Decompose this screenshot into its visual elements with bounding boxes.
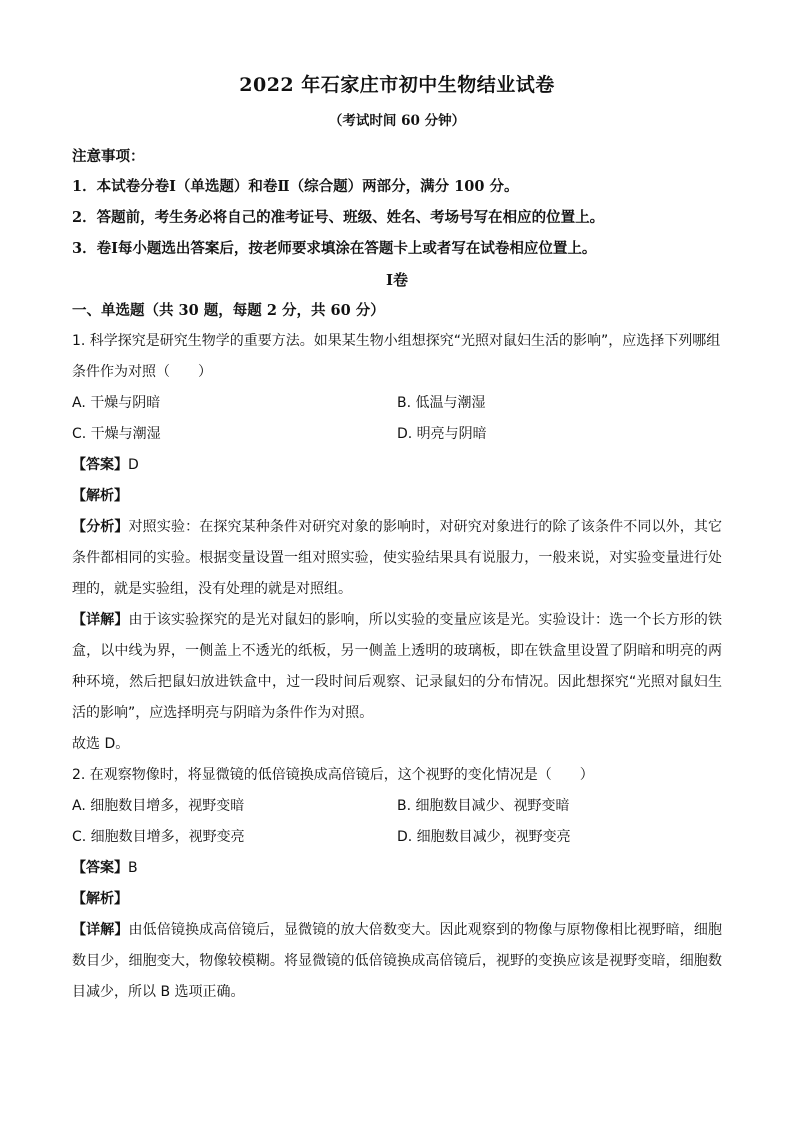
detail-text: 由低倍镜换成高倍镜后，显微镜的放大倍数变大。因此观察到的物像与原物像相比视野暗，细胞数目少，细胞变大，物像较模糊。将显微镜的低倍镜换成高倍镜后，视野的变换应该是视野变暗，细胞数目减少，所以 B 选项正确。: [72, 922, 723, 1000]
fenxi-tag: 【分析】: [72, 519, 129, 535]
notice-item-2: 2．答题前，考生务必将自己的准考证号、班级、姓名、考场号写在相应的位置上。: [72, 209, 605, 226]
options-row: [72, 388, 722, 419]
analysis-heading: [72, 884, 722, 915]
answer-line: [72, 450, 722, 481]
question-stem: 2. 在观察物像时，将显微镜的低倍镜换成高倍镜后，这个视野的变化情况是（ ）: [72, 767, 594, 783]
question-2: [72, 760, 722, 1008]
fenxi-paragraph: [72, 512, 722, 605]
notice-item-1: 1．本试卷分卷Ⅰ（单选题）和卷Ⅱ（综合题）两部分，满分 100 分。: [72, 178, 519, 195]
options-row: [72, 822, 722, 853]
question-stem: 1. 科学探究是研究生物学的重要方法。如果某生物小组想探究“光照对鼠妇生活的影响”，应选择下列哪组: [72, 333, 721, 349]
option-d: D. 明亮与阴暗: [397, 426, 487, 442]
part-title: 一、单选题（共 30 题，每题 2 分，共 60 分）: [72, 302, 385, 319]
answer-tag: 【答案】: [72, 860, 128, 876]
option-c: C. 细胞数目增多，视野变亮: [72, 829, 245, 845]
answer-line: [72, 853, 722, 884]
option-a: A. 干燥与阴暗: [72, 395, 161, 411]
option-a: A. 细胞数目增多，视野变暗: [72, 798, 245, 814]
detail-text: 由于该实验探究的是光对鼠妇的影响，所以实验的变量应该是光。实验设计：选一个长方形的铁盒，以中线为界，一侧盖上不透光的纸板，另一侧盖上透明的玻璃板，即在铁盒里设置了阴暗和明亮的两种环境，然后把鼠妇放进铁盒中，过一段时间后观察、记录鼠妇的分布情况。因此想探究“光照对鼠妇生活的影响”，应选择明亮与阴暗为条件作为对照。: [72, 612, 723, 721]
exam-title: 2022 年石家庄市初中生物结业试卷: [239, 74, 555, 96]
answer-value: D: [128, 457, 139, 473]
answer-value: B: [128, 860, 138, 876]
analysis-heading: [72, 481, 722, 512]
option-b: B. 细胞数目减少、视野变暗: [397, 798, 570, 814]
answer-tag: 【答案】: [72, 457, 128, 473]
conclusion: 故选 D。: [72, 736, 130, 752]
detail-tag: 【详解】: [72, 922, 129, 938]
exam-page: [72, 70, 722, 1008]
analysis-tag: 【解析】: [72, 488, 128, 504]
fenxi-text: 对照实验：在探究某种条件对研究对象的影响时，对研究对象进行的除了该条件不同以外，其它条件都相同的实验。根据变量设置一组对照实验，使实验结果具有说服力，一般来说，对实验变量进行处理的，就是实验组，没有处理的就是对照组。: [72, 519, 723, 597]
section-title: Ⅰ卷: [385, 271, 409, 289]
options-row: [72, 791, 722, 822]
option-c: C. 干燥与潮湿: [72, 426, 161, 442]
option-b: B. 低温与潮湿: [397, 395, 486, 411]
detail-paragraph: [72, 605, 722, 729]
exam-subtitle: （考试时间 60 分钟）: [328, 113, 466, 129]
options-row: [72, 419, 722, 450]
notice-item-3: 3．卷Ⅰ每小题选出答案后，按老师要求填涂在答题卡上或者写在试卷相应位置上。: [72, 240, 597, 257]
analysis-tag: 【解析】: [72, 891, 128, 907]
option-d: D. 细胞数目减少，视野变亮: [397, 829, 571, 845]
detail-tag: 【详解】: [72, 612, 129, 628]
detail-paragraph: [72, 915, 722, 1008]
question-stem-cont: 条件作为对照（ ）: [72, 364, 212, 380]
question-1: [72, 326, 722, 760]
notice-heading: 注意事项：: [72, 148, 145, 165]
